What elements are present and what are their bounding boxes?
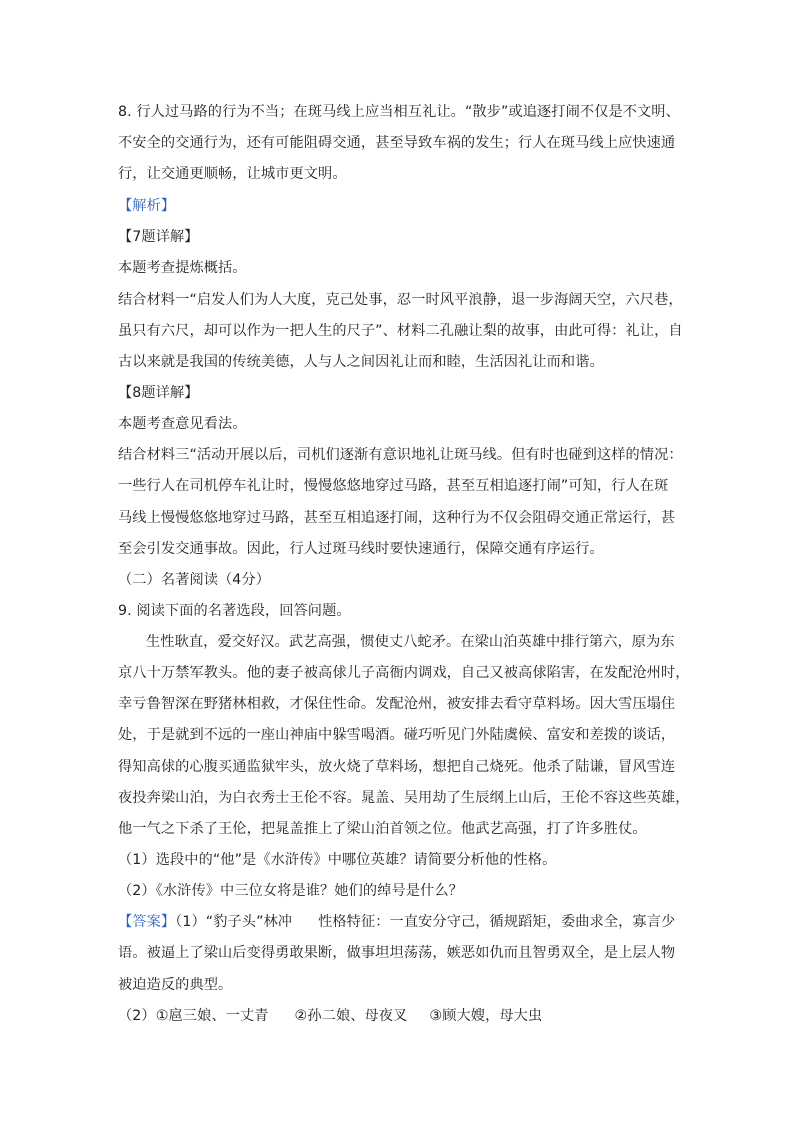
passage-line: 得知高俅的心腹买通监狱牢头，放火烧了草料场，想把自己烧死。他杀了陆谦，冒风雪连: [118, 759, 676, 775]
answer-label: 【答案】: [118, 914, 176, 930]
answer-part-1-hero: （1）“豹子头”林冲: [175, 914, 293, 930]
q8-answer-line-2: 不安全的交通行为，还有可能阻碍交通，甚至导致车祸的发生；行人在斑马线上应快速通: [118, 135, 676, 151]
q7-detail-intro: 本题考查提炼概括。: [118, 260, 247, 276]
answer-line-1: [118, 912, 688, 932]
answer-heroine-3: ③顾大嫂，母大虫: [429, 1008, 543, 1024]
passage-line: 京八十万禁军教头。他的妻子被高俅儿子高衙内调戏，自己又被高俅陷害，在发配沧州时，: [118, 665, 690, 681]
passage-line: 幸亏鲁智深在野猪林相救，才保住性命。发配沧州，被安排去看守草料场。因大雪压塌住: [118, 696, 676, 712]
answer-line-4: [118, 1006, 688, 1026]
q8-detail-line-4: 至会引发交通事故。因此，行人过斑马线时要快速通行，保障交通有序运行。: [118, 541, 604, 557]
answer-part-1-traits: 性格特征：一直安分守己，循规蹈矩，委曲求全，寡言少: [318, 914, 676, 930]
q8-detail-line-1: 结合材料三“活动开展以后，司机们逐渐有意识地礼让斑马线。但有时也碰到这样的情况：: [118, 447, 683, 463]
answer-heroine-2: ②孙二娘、母夜叉: [294, 1008, 408, 1024]
passage-line: 他一气之下杀了王伦，把晁盖推上了梁山泊首领之位。他武艺高强，打了许多胜仗。: [118, 821, 647, 837]
q9-prompt: 9. 阅读下面的名著选段，回答问题。: [118, 603, 351, 619]
q8-detail-line-2: 一些行人在司机停车礼让时，慢慢悠悠地穿过马路，甚至互相追逐打闹”可知，行人在斑: [118, 478, 669, 494]
q9-sub-question-1: （1）选段中的“他”是《水浒传》中哪位英雄？请简要分析他的性格。: [118, 852, 557, 868]
q8-detail-intro: 本题考查意见看法。: [118, 416, 247, 432]
q8-detail-label: 【8题详解】: [118, 385, 199, 401]
analysis-label: 【解析】: [118, 198, 176, 214]
passage-line: 处，于是就到不远的一座山神庙中躲雪喝酒。碰巧听见门外陆虞候、富安和差拨的谈话，: [118, 727, 676, 743]
q9-sub-question-2: （2）《水浒传》中三位女将是谁？她们的绰号是什么？: [118, 883, 463, 899]
answer-line-3: 被迫造反的典型。: [118, 977, 233, 993]
section-title: （二）名著阅读（4分）: [118, 572, 271, 588]
passage-line: 夜投奔梁山泊，为白衣秀士王伦不容。晁盖、吴用劫了生辰纲上山后，王伦不容这些英雄，: [118, 790, 690, 806]
answer-line-2: 语。被逼上了梁山后变得勇敢果断，做事坦坦荡荡，嫉恶如仇而且智勇双全，是上层人物: [118, 945, 676, 961]
answer-heroine-1: （2）①扈三娘、一丈青: [118, 1008, 269, 1024]
q7-detail-line-2: 虽只有六尺，却可以作为一把人生的尺子”、材料二孔融让梨的故事，由此可得：礼让，自: [118, 323, 683, 339]
q7-detail-label: 【7题详解】: [118, 229, 199, 245]
passage-line: 生性耿直，爱交好汉。武艺高强，惯使丈八蛇矛。在梁山泊英雄中排行第六，原为东: [146, 634, 675, 650]
q8-answer-line-1: 8. 行人过马路的行为不当；在斑马线上应当相互礼让。“散步”或追逐打闹不仅是不文明、: [118, 104, 680, 120]
q8-answer-line-3: 行，让交通更顺畅，让城市更文明。: [118, 166, 347, 182]
q7-detail-line-1: 结合材料一“启发人们为人大度，克己处事，忍一时风平浪静，退一步海阔天空，六尺巷，: [118, 292, 683, 308]
q7-detail-line-3: 古以来就是我国的传统美德，人与人之间因礼让而和睦，生活因礼让而和谐。: [118, 354, 604, 370]
q8-detail-line-3: 马线上慢慢悠悠地穿过马路，甚至互相追逐打闹，这种行为不仅会阻碍交通正常运行，甚: [118, 510, 676, 526]
